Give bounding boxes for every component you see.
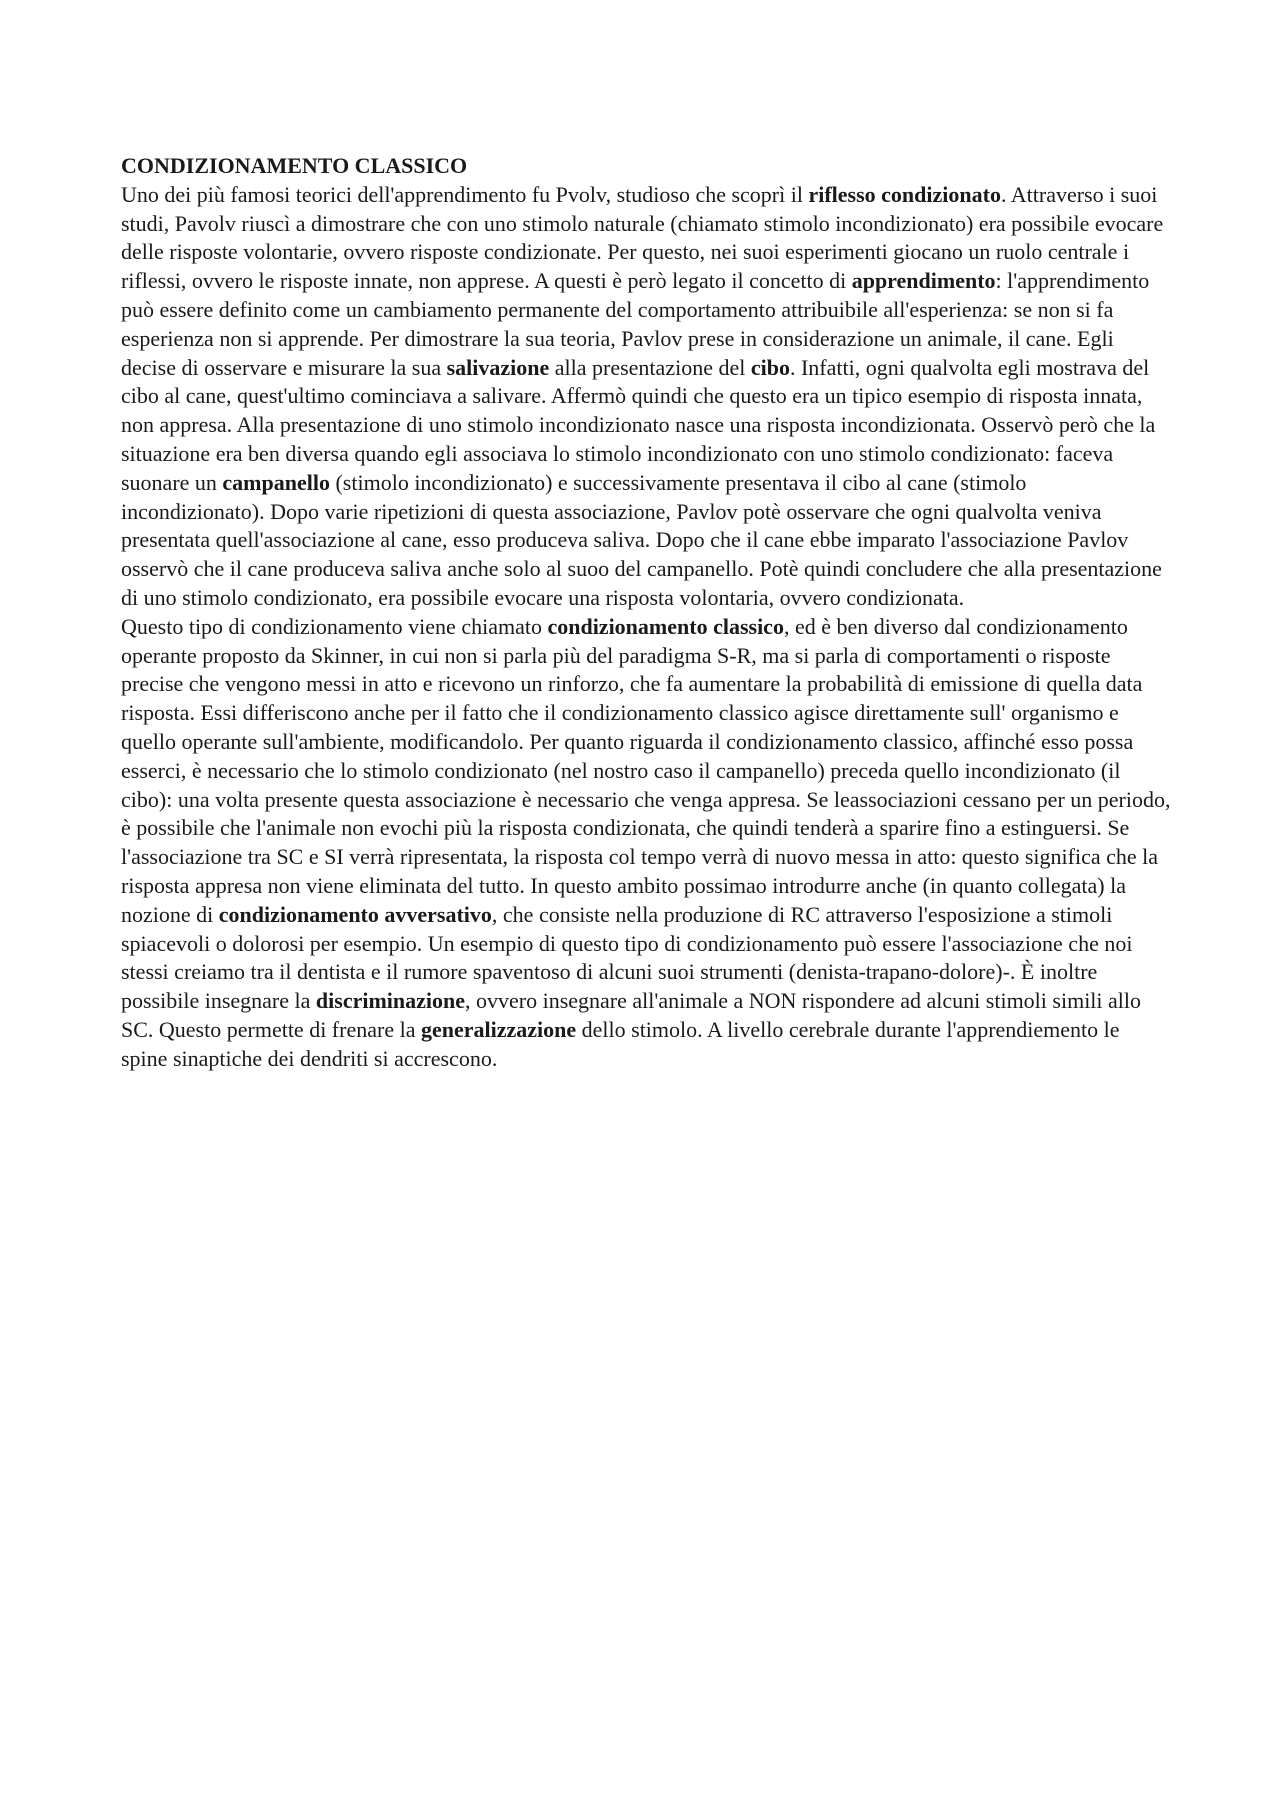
bold-term: riflesso condizionato (808, 181, 1001, 207)
text-run: Uno dei più famosi teorici dell'apprendimento fu Pvolv, studioso che scoprì il (121, 181, 809, 207)
text-run: , ed è ben diverso dal condizionamento operante proposto da Skinner, in cui non si parla più del paradigma S-R, ma si parla di comportamenti o risposte precise che vengono messi in atto e ricevono un rinforzo, che fa aumentare la probabilità di emissione di quella data risposta. Essi differiscono anche per il fatto che il condizionamento classico agisce direttamente sull' organismo e quello operante sull'ambiente, modificandolo. Per quanto riguarda il condizionamento classico, affinché esso possa esserci, è necessario che lo stimolo condizionato (nel nostro caso il campanello) preceda quello incondizionato (il cibo): una volta presente questa associazione è necessario che venga appresa. Se leassociazioni cessano per un periodo, è possibile che l'animale non evochi più la risposta condizionata, che quindi tenderà a sparire fino a estinguersi. Se l'associazione tra SC e SI verrà ripresentata, la risposta col tempo verrà di nuovo messa in atto: questo significa che la risposta appresa non viene eliminata del tutto. In questo ambito possimao introdurre anche (in quanto collegata) la nozione di (121, 613, 1171, 927)
bold-term: discriminazione (315, 988, 466, 1014)
text-run: : l'apprendimento può essere definito come un cambiamento permanente del comportamento attribuibile all'esperienza: se non si fa esperienza non si apprende. Per dimostrare la sua teoria, Pavlov prese in considerazione un animale, il cane. Egli decise di osservare e misurare la sua (121, 268, 1150, 380)
text-run: , che consiste nella produzione di RC attraverso l'esposizione a stimoli spiacevoli o dolorosi per esempio. Un esempio di questo tipo di condizionamento può essere l'associazione che noi stessi creiamo tra il dentista e il rumore spaventoso di alcuni suoi strumenti (denista-trapano-dolore)-. È inoltre possibile insegnare la (121, 901, 1133, 1014)
bold-term: campanello (222, 469, 330, 495)
bold-term: condizionamento classico (547, 613, 784, 639)
text-run: dello stimolo. A livello cerebrale durante l'apprendiemento le spine sinaptiche dei dendriti si accrescono. (121, 1016, 1120, 1071)
text-run: . Infatti, ogni qualvolta egli mostrava del cibo al cane, quest'ultimo cominciava a salivare. Affermò quindi che questo era un tipico esempio di risposta innata, non appresa. Alla presentazione di uno stimolo incondizionato nasce una risposta incondizionata. Osservò però che la situazione era ben diversa quando egli associava lo stimolo incondizionato con uno stimolo condizionato: faceva suonare un (121, 354, 1156, 495)
text-run: (stimolo incondizionato) e successivamente presentava il cibo al cane (stimolo incondizionato). Dopo varie ripetizioni di questa associazione, Pavlov potè osservare che ogni qualvolta veniva presentata quell'associazione al cane, esso produceva saliva. Dopo che il cane ebbe imparato l'associazione Pavlov osservò che il cane produceva saliva anche solo al suoo del campanello. Potè quindi concludere che alla presentazione di uno stimolo condizionato, era possibile evocare una risposta volontaria, ovvero condizionata. (121, 469, 1162, 610)
paragraph-2 (121, 613, 1171, 1074)
paragraph-1 (121, 181, 1171, 613)
document-body (121, 152, 1171, 1074)
bold-term: condizionamento avversativo (218, 901, 492, 927)
document-title: CONDIZIONAMENTO CLASSICO (121, 153, 468, 178)
text-run: . Attraverso i suoi studi, Pavolv riuscì a dimostrare che con uno stimolo naturale (chiamato stimolo incondizionato) era possibile evocare delle risposte volontarie, ovvero risposte condizionate. Per questo, nei suoi esperimenti giocano un ruolo centrale i riflessi, ovvero le risposte innate, non apprese. A questi è però legato il concetto di (121, 181, 1164, 294)
bold-term: cibo (750, 354, 790, 380)
text-run: alla presentazione del (549, 354, 751, 380)
bold-term: salivazione (446, 354, 550, 380)
text-run: Questo tipo di condizionamento viene chiamato (121, 613, 548, 639)
text-run: , ovvero insegnare all'animale a NON rispondere ad alcuni stimoli simili allo SC. Questo permette di frenare la (121, 988, 1142, 1042)
bold-term: apprendimento (851, 268, 996, 294)
bold-term: generalizzazione (420, 1016, 577, 1042)
